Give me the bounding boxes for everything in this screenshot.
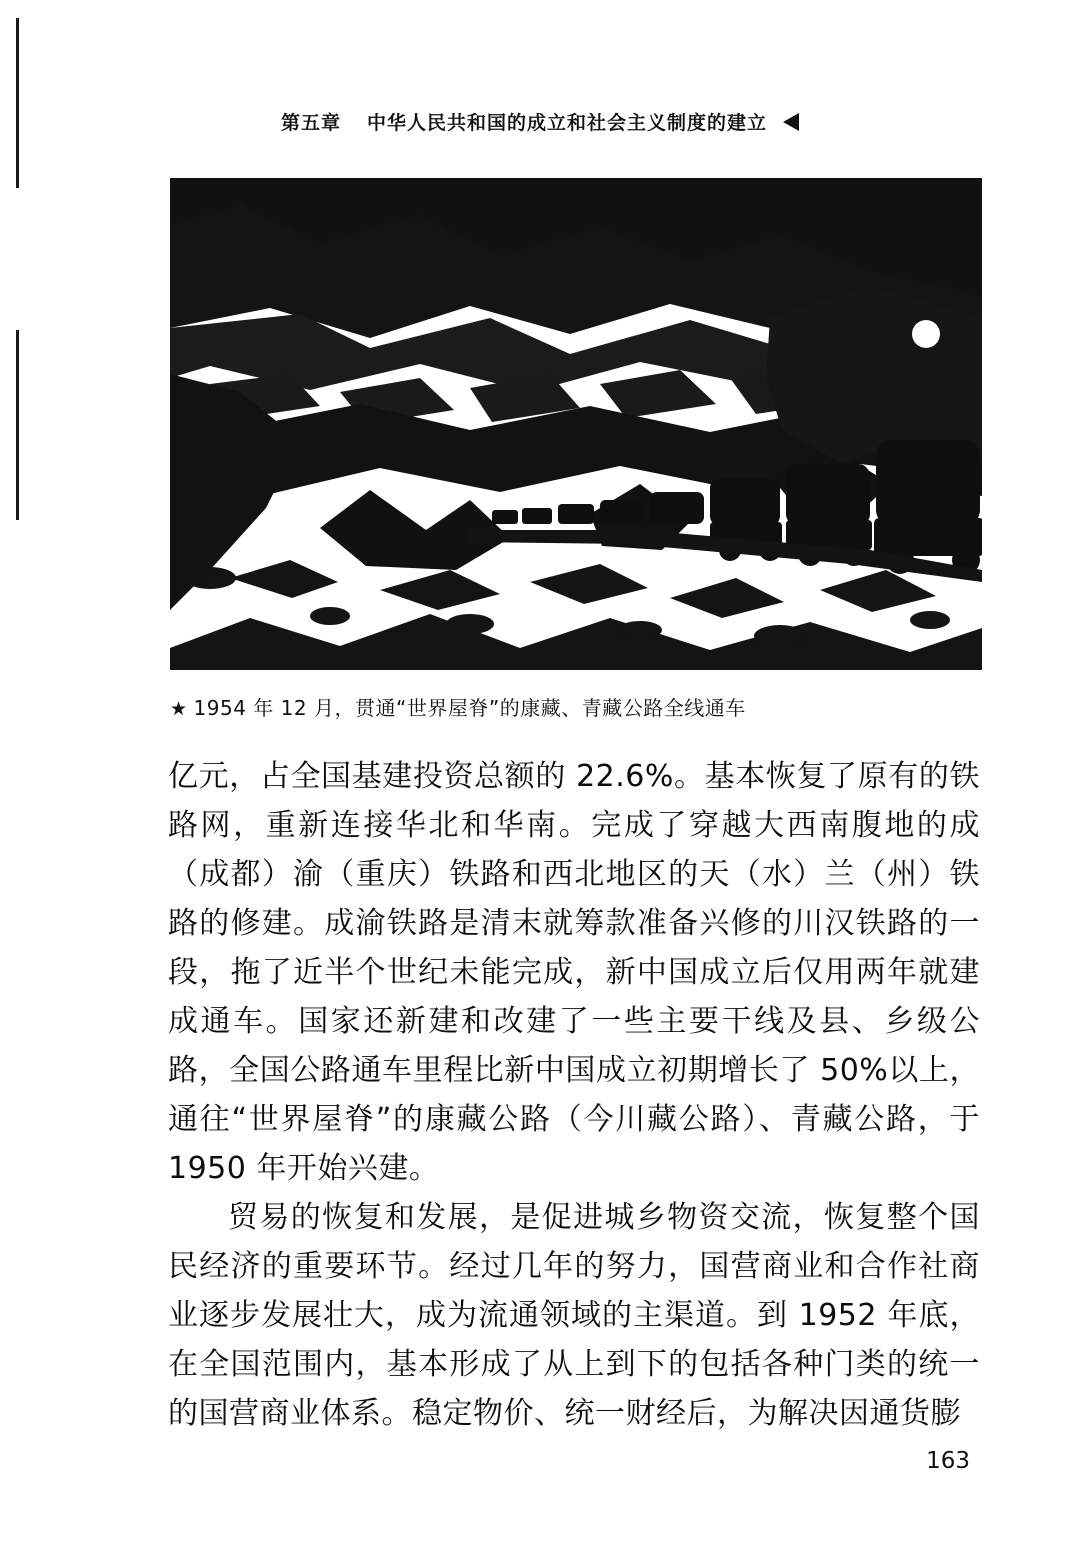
paragraph-2: 贸易的恢复和发展，是促进城乡物资交流，恢复整个国民经济的重要环节。经过几年的努力，国营商业和合作社商业逐步发展壮大，成为流通领域的主渠道。到 1952 年底，在全国范围内，基本形成了从上到下的包括各种门类的统一的国营商业体系。稳定物价、统一财经后，为解决因通货膨 [168, 1200, 980, 1431]
photo-illustration [170, 178, 982, 670]
left-triangle-icon [783, 113, 799, 131]
figure-caption [170, 692, 1000, 721]
paragraph-1: 亿元，占全国基建投资总额的 22.6%。基本恢复了原有的铁路网，重新连接华北和华南。完成了穿越大西南腹地的成（成都）渝（重庆）铁路和西北地区的天（水）兰（州）铁路的修建。成渝铁路是清末就筹款准备兴修的川汉铁路的一段，拖了近半个世纪未能完成，新中国成立后仅用两年就建成通车。国家还新建和改建了一些主要干线及县、乡级公路，全国公路通车里程比新中国成立初期增长了 50%以上，通往“世界屋脊”的康藏公路（今川藏公路）、青藏公路，于 1950 年开始兴建。 [168, 759, 980, 1186]
binding-mark-top [16, 18, 19, 188]
running-header [0, 108, 1080, 135]
chapter-number: 第五章 [280, 112, 341, 134]
page-number: 163 [926, 1448, 970, 1474]
figure-caption-text: 1954 年 12 月，贯通“世界屋脊”的康藏、青藏公路全线通车 [193, 696, 746, 720]
star-icon: ★ [170, 698, 188, 720]
binding-mark-bottom [16, 330, 19, 520]
body-text [168, 752, 980, 1438]
figure-image [170, 178, 982, 670]
chapter-title: 中华人民共和国的成立和社会主义制度的建立 [367, 112, 768, 134]
